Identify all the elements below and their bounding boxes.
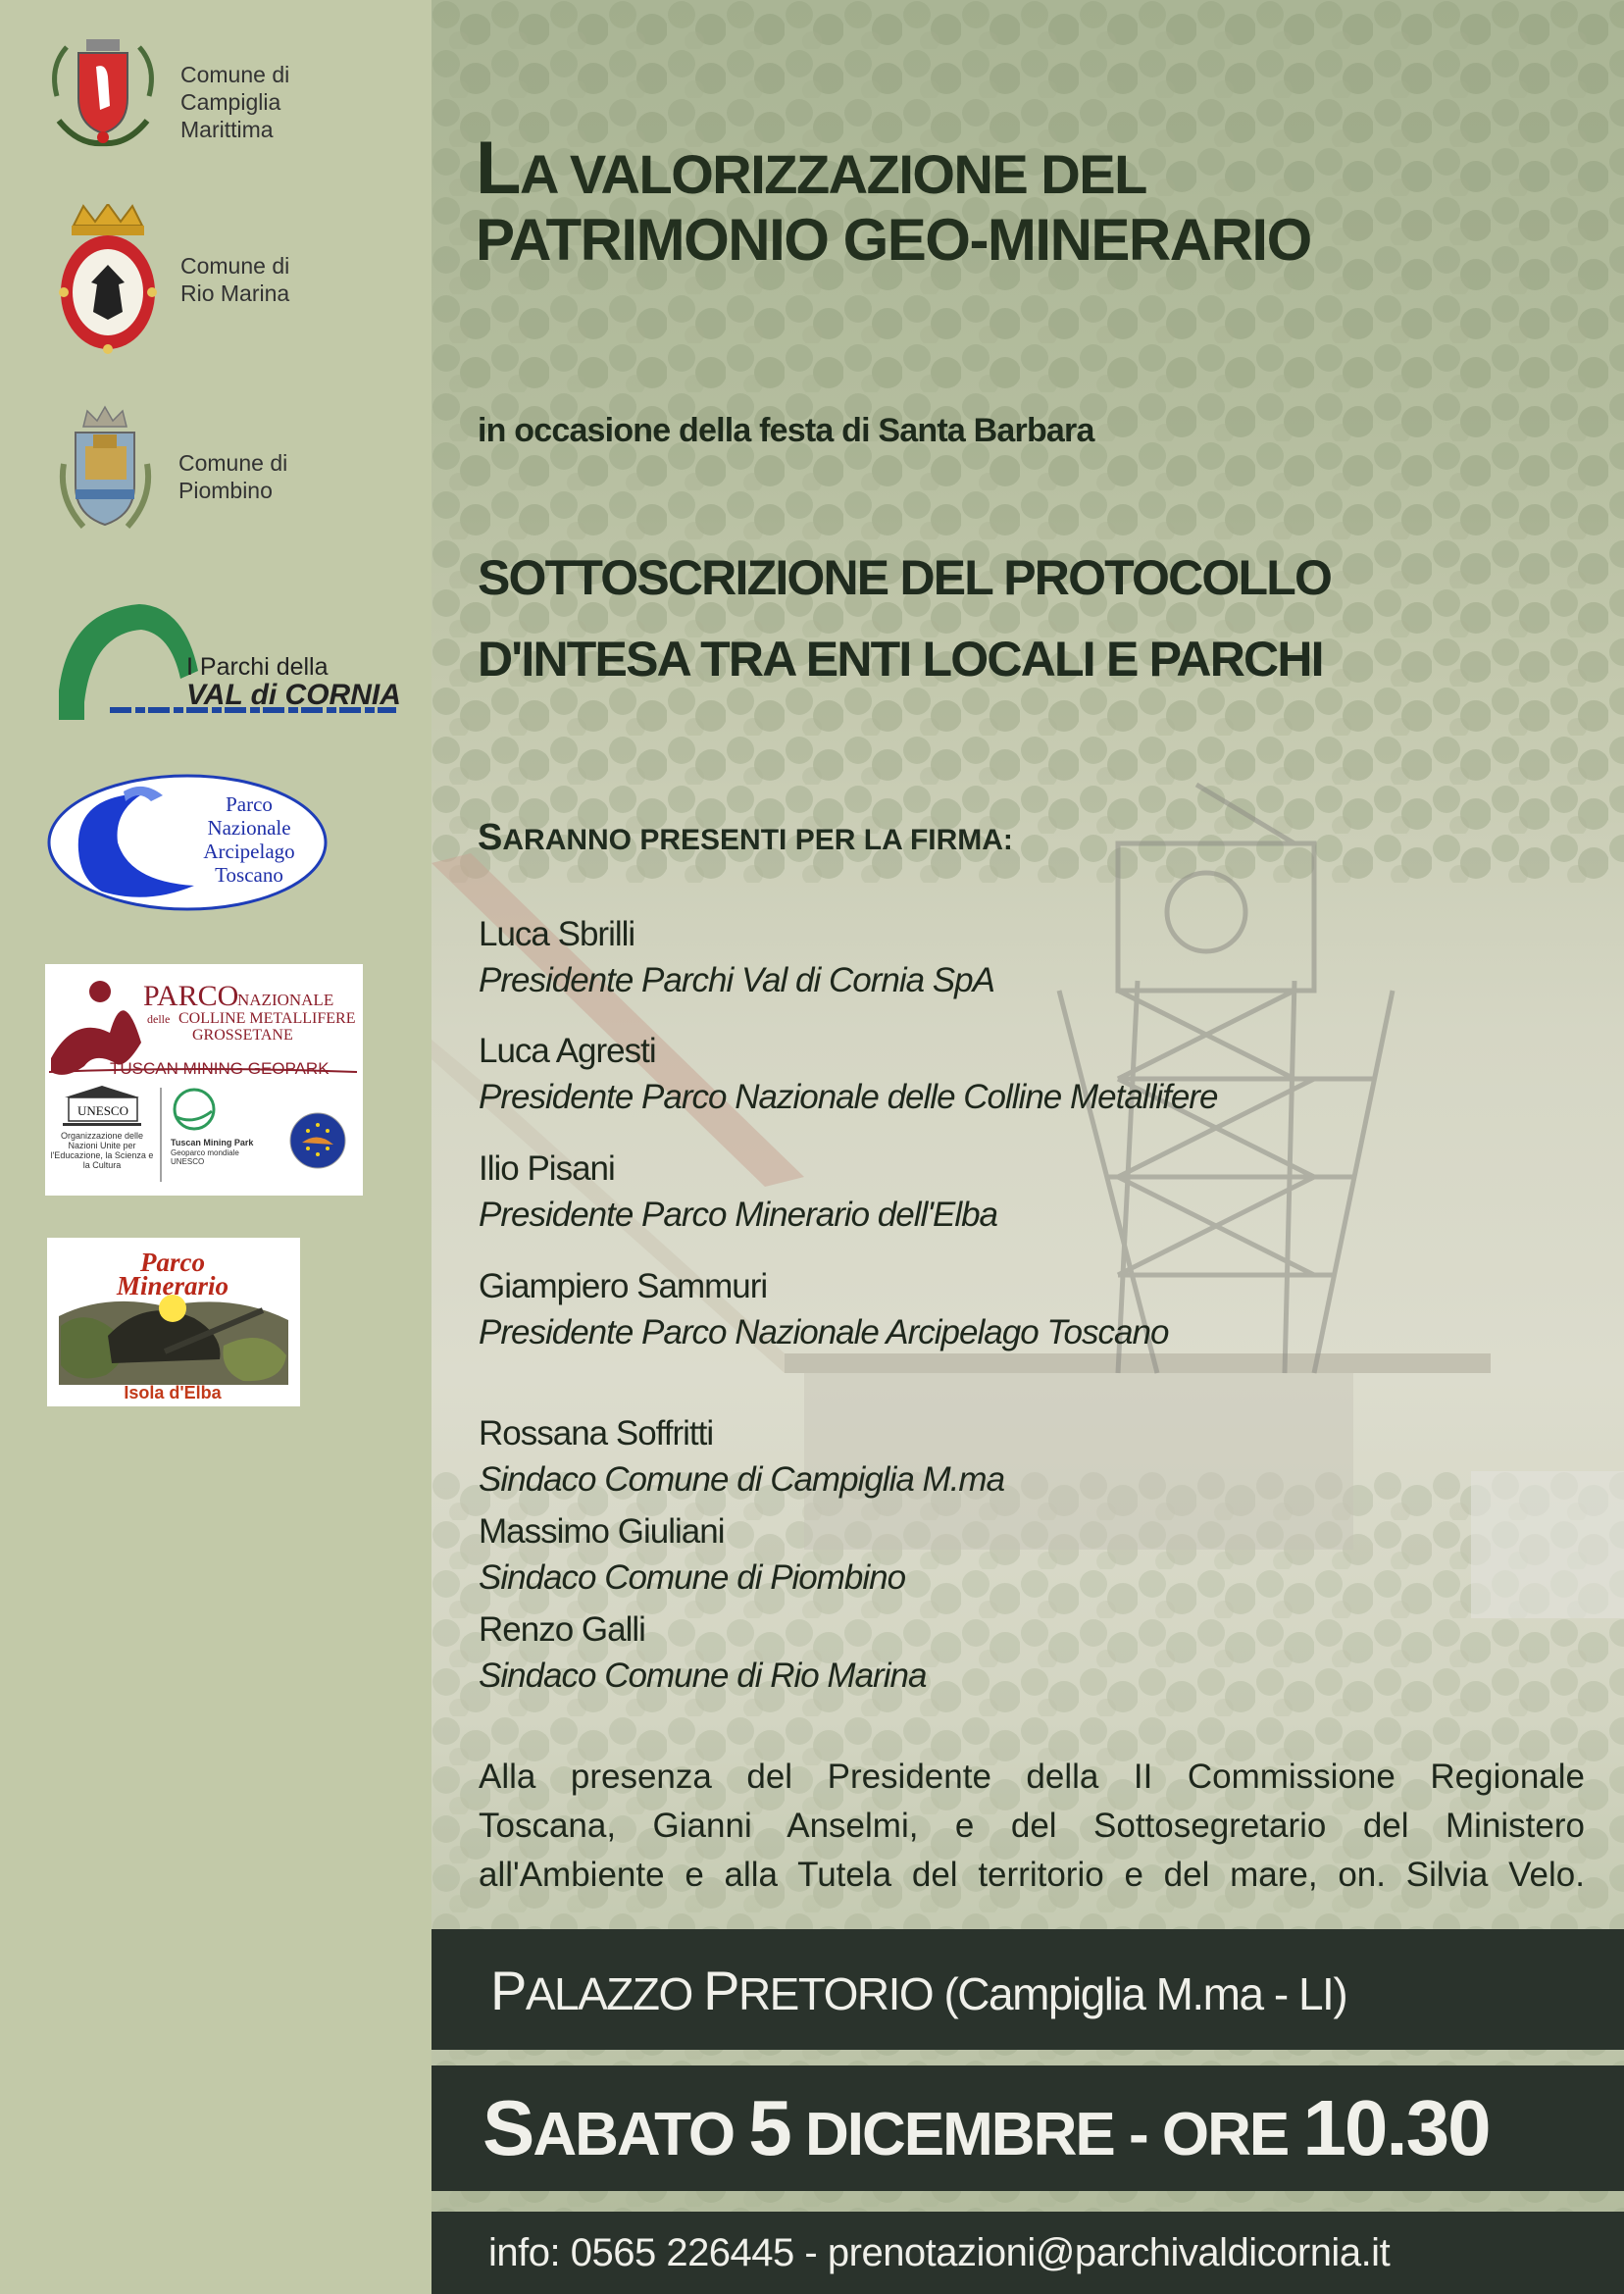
- signatory-role: Sindaco Comune di Piombino: [479, 1558, 906, 1597]
- svg-text:PARCO: PARCO: [143, 980, 239, 1012]
- campiglia-label: Comune di Campiglia Marittima: [180, 62, 290, 142]
- svg-text:Arcipelago: Arcipelago: [203, 840, 295, 863]
- signatory-name: Massimo Giuliani: [479, 1512, 725, 1551]
- rio-marina-coat-of-arms: [54, 204, 162, 361]
- piombino-label: Comune di Piombino: [178, 450, 288, 503]
- colline-metallifere-logo: PARCO NAZIONALE delle COLLINE METALLIFERE GROSSETANE TUSCAN MINING GEOPARK UNESCO Organizzazione delle Nazioni Unite per l'Educazione, la Scienza e la Cultura Tuscan Mining Park Geoparco mondiale UNESCO: [45, 964, 363, 1196]
- svg-text:UNESCO: UNESCO: [76, 1103, 129, 1118]
- signatory-name: Luca Sbrilli: [479, 915, 635, 953]
- svg-text:Nazionale: Nazionale: [207, 816, 291, 840]
- val-di-cornia-logo: [51, 600, 404, 728]
- poster-main: [431, 0, 1624, 2294]
- svg-text:VAL di CORNIA: VAL di CORNIA: [186, 679, 401, 711]
- occasion-text: in occasione della festa di Santa Barbara: [478, 412, 1094, 449]
- venue-bar: [431, 1929, 1624, 2050]
- date-bar: [431, 2065, 1624, 2191]
- signatory-role: Sindaco Comune di Rio Marina: [479, 1657, 927, 1695]
- date-text: SABATO 5 DICEMBRE - ORE 10.30: [482, 2084, 1490, 2171]
- piombino-coat-of-arms: [54, 405, 157, 540]
- info-phone: info: 0565 226445: [488, 2231, 794, 2274]
- info-bar: [431, 2212, 1624, 2294]
- venue-text: PALAZZO PRETORIO (Campiglia M.ma - LI): [490, 1960, 1347, 2021]
- signatory-name: Luca Agresti: [479, 1032, 656, 1070]
- svg-text:Toscano: Toscano: [215, 863, 283, 887]
- svg-text:COLLINE METALLIFERE: COLLINE METALLIFERE: [178, 1010, 356, 1027]
- heading-line-1: SOTTOSCRIZIONE DEL PROTOCOLLO: [478, 550, 1332, 605]
- svg-text:Parco: Parco: [140, 1248, 205, 1277]
- svg-text:GROSSETANE: GROSSETANE: [192, 1027, 293, 1044]
- signatory-name: Rossana Soffritti: [479, 1414, 714, 1453]
- svg-text:Parco: Parco: [226, 792, 273, 816]
- presence-line-3: all'Ambiente e alla Tutela del territorio e del mare, on. Silvia Velo.: [479, 1856, 1585, 1894]
- signatory-role: Presidente Parco Minerario dell'Elba: [479, 1196, 998, 1234]
- svg-text:Minerario: Minerario: [116, 1271, 229, 1300]
- signatory-name: Giampiero Sammuri: [479, 1267, 768, 1305]
- logo-sidebar: [0, 0, 431, 2294]
- campiglia-coat-of-arms: [39, 27, 167, 155]
- title-line-2: PATRIMONIO GEO-MINERARIO: [476, 207, 1311, 273]
- svg-text:Tuscan Mining Park: Tuscan Mining Park: [171, 1138, 254, 1147]
- arcipelago-toscano-logo: [45, 772, 330, 914]
- info-email-link[interactable]: prenotazioni@parchivaldicornia.it: [827, 2231, 1391, 2274]
- signatory-role: Presidente Parco Nazionale delle Colline Metallifere: [479, 1078, 1218, 1116]
- svg-text:NAZIONALE: NAZIONALE: [237, 991, 334, 1009]
- present-label: SARANNO PRESENTI PER LA FIRMA:: [478, 817, 1013, 858]
- parco-minerario-logo: [47, 1238, 300, 1406]
- signatory-name: Ilio Pisani: [479, 1149, 615, 1188]
- signatory-name: Renzo Galli: [479, 1610, 645, 1649]
- rio-marina-label: Comune di Rio Marina: [180, 253, 290, 306]
- svg-text:I Parchi della: I Parchi della: [186, 653, 329, 681]
- svg-text:Isola d'Elba: Isola d'Elba: [124, 1383, 222, 1402]
- presence-line-2: Toscana, Gianni Anselmi, e del Sottosegretario del Ministero: [479, 1807, 1585, 1845]
- presence-line-1: Alla presenza del Presidente della II Commissione Regionale: [479, 1758, 1585, 1796]
- svg-text:TUSCAN MINING GEOPARK: TUSCAN MINING GEOPARK: [110, 1059, 330, 1078]
- title-line-1: LA VALORIZZAZIONE DEL: [476, 127, 1146, 210]
- info-text: info: 0565 226445 - prenotazioni@parchivaldicornia.it: [488, 2231, 1391, 2274]
- signatory-role: Presidente Parchi Val di Cornia SpA: [479, 961, 994, 999]
- signatory-role: Presidente Parco Nazionale Arcipelago Toscano: [479, 1313, 1169, 1351]
- signatory-role: Sindaco Comune di Campiglia M.ma: [479, 1460, 1005, 1499]
- heading-line-2: D'INTESA TRA ENTI LOCALI E PARCHI: [478, 632, 1323, 687]
- svg-text:delle: delle: [147, 1012, 171, 1026]
